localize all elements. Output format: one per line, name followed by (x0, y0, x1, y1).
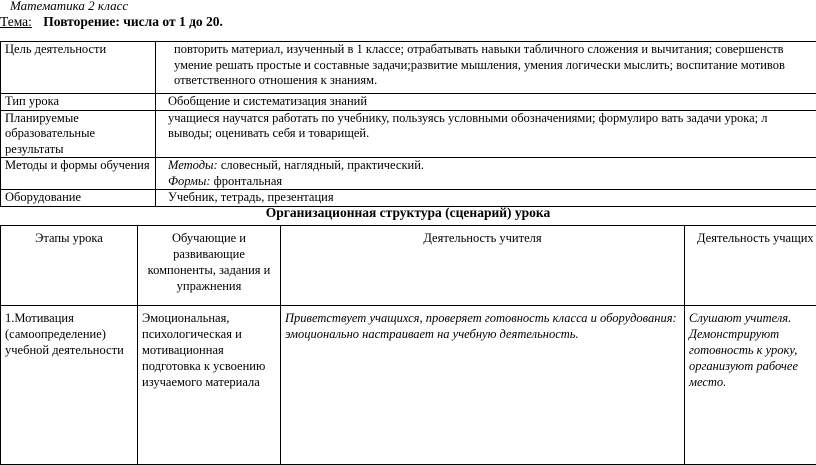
info-value (156, 42, 816, 94)
info-value (156, 110, 816, 158)
info-row-type (1, 94, 816, 111)
topic-header (0, 14, 223, 30)
stage-cell: 1.Мотивация (самоопределение) учебной деятельности (1, 306, 138, 465)
goal-line: ответственного отношения к знаниям. (174, 73, 816, 89)
info-row-goal (1, 42, 816, 94)
column-header: Обучающие и развивающие компоненты, задания и упражнения (138, 226, 281, 306)
info-row-results (1, 110, 816, 158)
components-cell: Эмоциональная, психологическая и мотивационная подготовка к усвоению изучаемого материала (138, 306, 281, 465)
info-value (156, 158, 816, 190)
info-label: Тип урока (1, 94, 156, 111)
goal-line: повторить материал, изученный в 1 классе; отрабатывать навыки табличного сложения и вычитания; совершенств (174, 42, 816, 58)
methods-value: словесный, наглядный, практический. (218, 158, 424, 172)
results-line: выводы; оценивать себя и товарищей. (168, 126, 816, 142)
forms-label: Формы: (168, 174, 211, 188)
info-row-equipment (1, 190, 816, 207)
column-header: Этапы урока (1, 226, 138, 306)
structure-header-row (1, 226, 816, 306)
info-row-methods (1, 158, 816, 190)
lesson-structure-table (0, 225, 816, 465)
subject-header: Математика 2 класс (10, 0, 128, 14)
info-value: Учебник, тетрадь, презентация (156, 190, 816, 207)
teacher-activity-cell: Приветствует учащихся, проверяет готовность класса и оборудования: эмоционально настраивает на учебную деятельность. (281, 306, 685, 465)
column-header: Деятельность учащих (685, 226, 816, 306)
section-title: Организационная структура (сценарий) урока (0, 205, 816, 221)
topic-label: Тема: (0, 14, 32, 29)
methods-label: Методы: (168, 158, 218, 172)
info-label: Планируемые образовательные результаты (1, 110, 156, 158)
student-activity-cell: Слушают учителя. Демонстрируют готовность к уроку, организуют рабочее место. (685, 306, 816, 465)
info-label: Цель деятельности (1, 42, 156, 94)
goal-line: умение решать простые и составные задачи;развитие мышления, умения логически мыслить; воспитание мотивов (174, 58, 816, 74)
results-line: учащиеся научатся работать по учебнику, пользуясь условными обозначениями; формулиро вать задачи урока; л (168, 111, 816, 127)
info-label: Оборудование (1, 190, 156, 207)
forms-line (168, 174, 816, 190)
column-header: Деятельность учителя (281, 226, 685, 306)
topic-value: Повторение: числа от 1 до 20. (43, 14, 223, 29)
forms-value: фронтальная (211, 174, 283, 188)
methods-line (168, 158, 816, 174)
info-value: Обобщение и систематизация знаний (156, 94, 816, 111)
structure-row (1, 306, 816, 465)
lesson-info-table (0, 41, 816, 207)
info-label: Методы и формы обучения (1, 158, 156, 190)
